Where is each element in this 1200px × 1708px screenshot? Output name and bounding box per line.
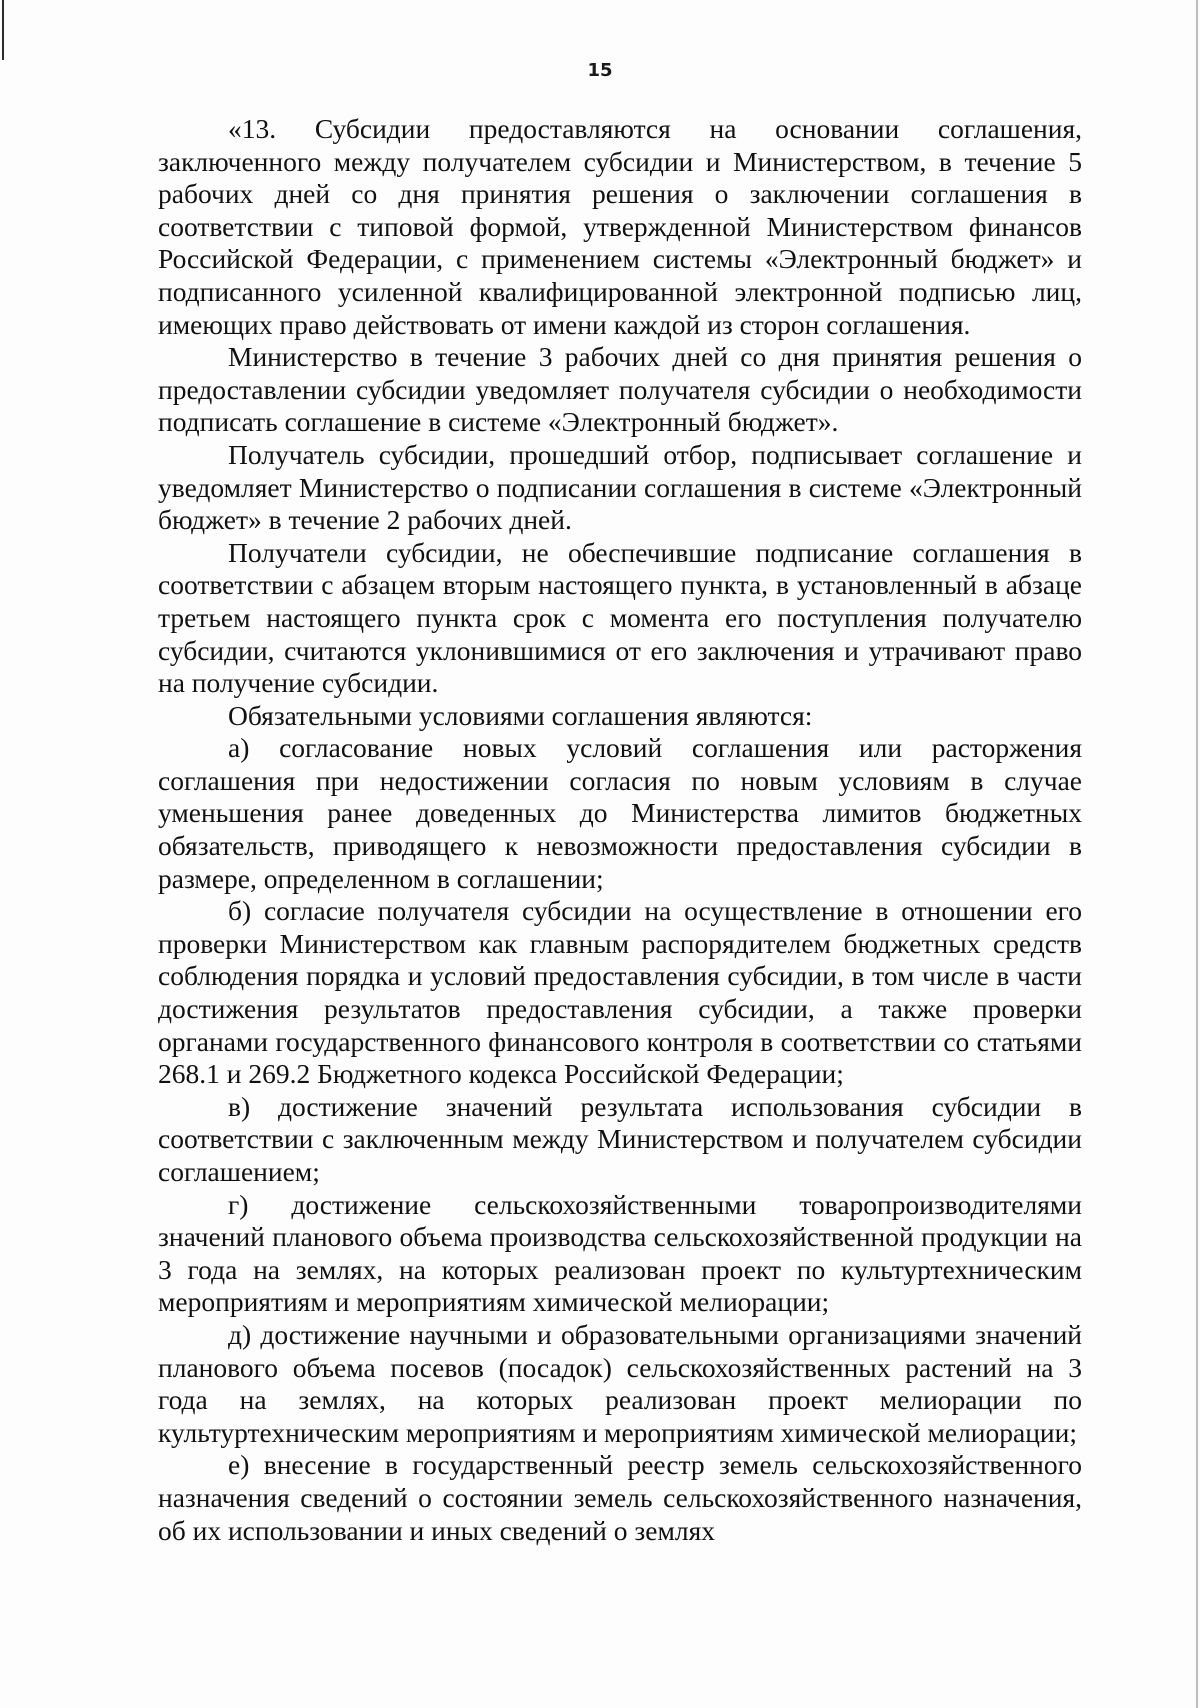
paragraph-recipient-signs: Получатель субсидии, прошедший отбор, подписывает соглашение и уведомляет Министерство о подписании соглашения в системе «Электронный бюджет» в течение 2 рабочих дней.: [158, 438, 1082, 536]
list-item-v: в) достижение значений результата использования субсидии в соответствии с заключенным между Министерством и получателем субсидии соглашением;: [158, 1090, 1082, 1187]
paragraph-ministry-notice: Министерство в течение 3 рабочих дней со дня принятия решения о предоставлении субсидии уведомляет получателя субсидии о необходимости подписать соглашение в системе «Электронный бюджет».: [158, 341, 1082, 438]
list-item-d: д) достижение научными и образовательными организациями значений планового объема посевов (посадок) сельскохозяйственных растений на 3 года на землях, на которых реализован проект мелиорации по культуртехническим мероприятиям и мероприятиям химической мелиорации;: [158, 1318, 1082, 1448]
scan-edge-right: [1196, 0, 1198, 1708]
paragraph-mandatory-conditions: Обязательными условиями соглашения являются:: [228, 699, 813, 731]
list-item-b: б) согласие получателя субсидии на осуществление в отношении его проверки Министерством как главным распорядителем бюджетных средств соблюдения порядка и условий предоставления субсидии, в том числе в части достижения результатов предоставления субсидии, а также проверки органами государственного финансового контроля в соответствии со статьями 268.1 и 269.2 Бюджетного кодекса Российской Федерации;: [158, 895, 1082, 1090]
document-body: [158, 113, 1082, 1547]
paragraph-13-intro: «13. Субсидии предоставляются на основании соглашения, заключенного между получателем субсидии и Министерством, в течение 5 рабочих дней со дня принятия решения о заключении соглашения в соответствии с типовой формой, утвержденной Министерством финансов Российской Федерации, с применением системы «Электронный бюджет» и подписанного усиленной квалифицированной электронной подписью лиц, имеющих право действовать от имени каждой из сторон соглашения.: [158, 113, 1082, 340]
list-item-e: е) внесение в государственный реестр земель сельскохозяйственного назначения сведений о состоянии земель сельскохозяйственного назначения, об их использовании и иных сведений о землях: [158, 1449, 1082, 1546]
scan-edge-left: [2, 0, 4, 60]
paragraph-evasion: Получатели субсидии, не обеспечившие подписание соглашения в соответствии с абзацем вторым настоящего пункта, в установленный в абзаце третьем настоящего пункта срок с момента его поступления получателю субсидии, считаются уклонившимися от его заключения и утрачивают право на получение субсидии.: [158, 536, 1082, 699]
list-item-a: а) согласование новых условий соглашения или расторжения соглашения при недостижении согласия по новым условиям в случае уменьшения ранее доведенных до Министерства лимитов бюджетных обязательств, приводящего к невозможности предоставления субсидии в размере, определенном в соглашении;: [158, 732, 1082, 894]
list-item-g: г) достижение сельскохозяйственными товаропроизводителями значений планового объема производства сельскохозяйственной продукции на 3 года на землях, на которых реализован проект по культуртехническим мероприятиям и мероприятиям химической мелиорации;: [158, 1188, 1082, 1318]
page-number: 15: [587, 60, 613, 81]
